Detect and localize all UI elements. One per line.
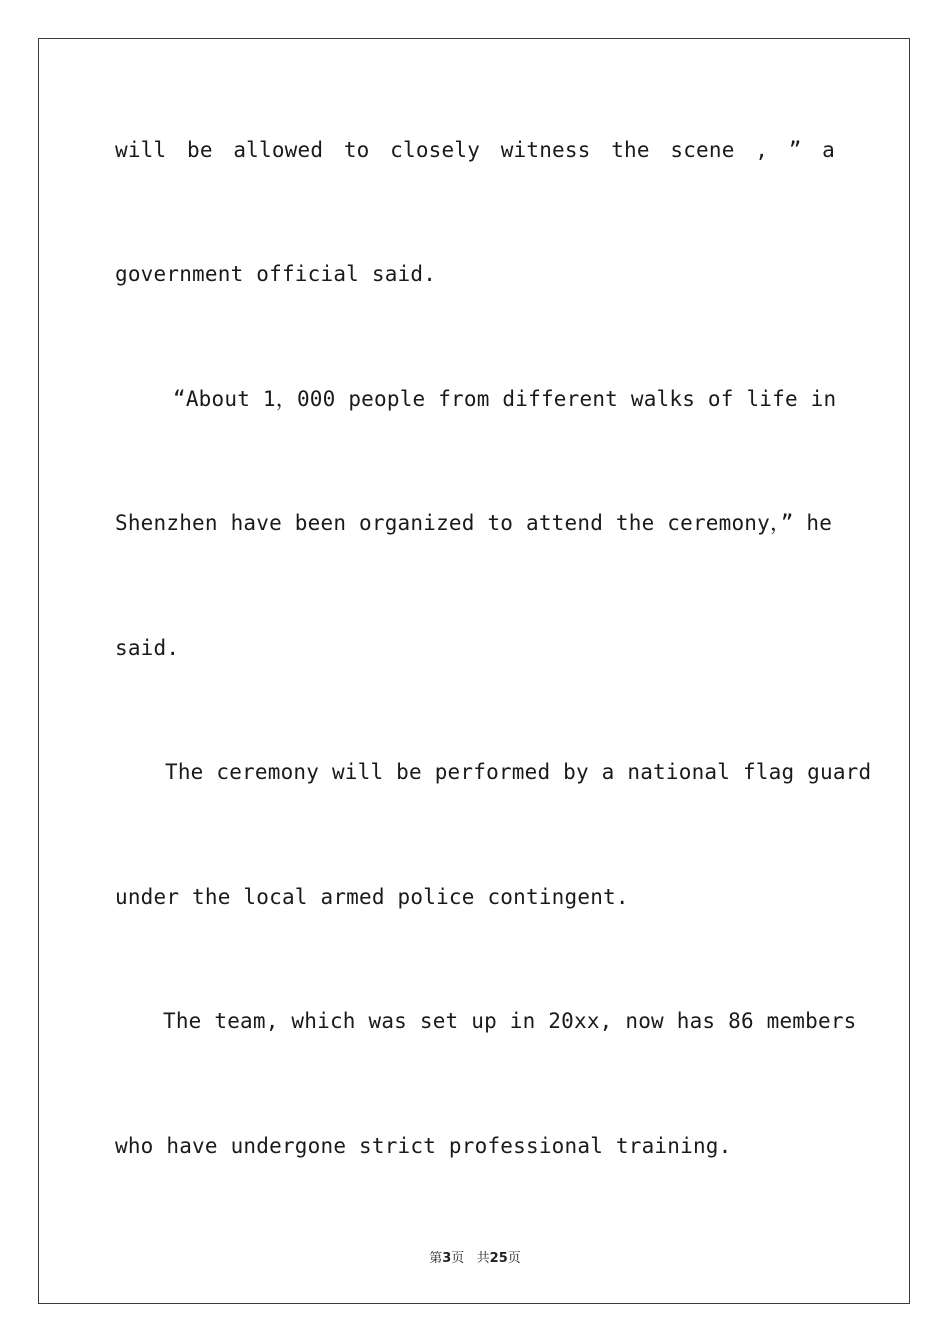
footer-suffix: 页 [507,1251,521,1266]
word: be [187,138,213,162]
text-line-4: Shenzhen have been organized to attend the ceremony，” he [115,511,833,535]
text-line-7: under the local armed police contingent. [115,885,629,909]
text-line-9: who have undergone strict professional training. [115,1134,732,1158]
word: to [343,138,370,162]
text-line-3: “About 1，000 people from different walks of life in [173,387,837,411]
text-line-1 [115,136,835,164]
footer-prefix: 第 [429,1251,443,1266]
word: witness [500,138,591,162]
word: a [822,138,835,162]
text-line-8: The team, which was set up in 20xx, now has 86 members [163,1009,857,1033]
word: , [755,138,769,162]
page-footer [0,1247,950,1266]
total-page-number: 25 [489,1251,508,1266]
word: scene [670,138,735,162]
word: will [115,138,167,162]
word: allowed [233,138,324,162]
text-line-5: said. [115,636,180,660]
footer-middle: 页 共 [451,1251,490,1266]
word: the [611,138,650,162]
word: closely [390,138,481,162]
text-line-6: The ceremony will be performed by a national flag guard [165,760,872,784]
text-line-2: government official said. [115,262,437,286]
word: ” [788,138,802,162]
page-border [38,38,910,1304]
current-page-number: 3 [442,1251,452,1266]
